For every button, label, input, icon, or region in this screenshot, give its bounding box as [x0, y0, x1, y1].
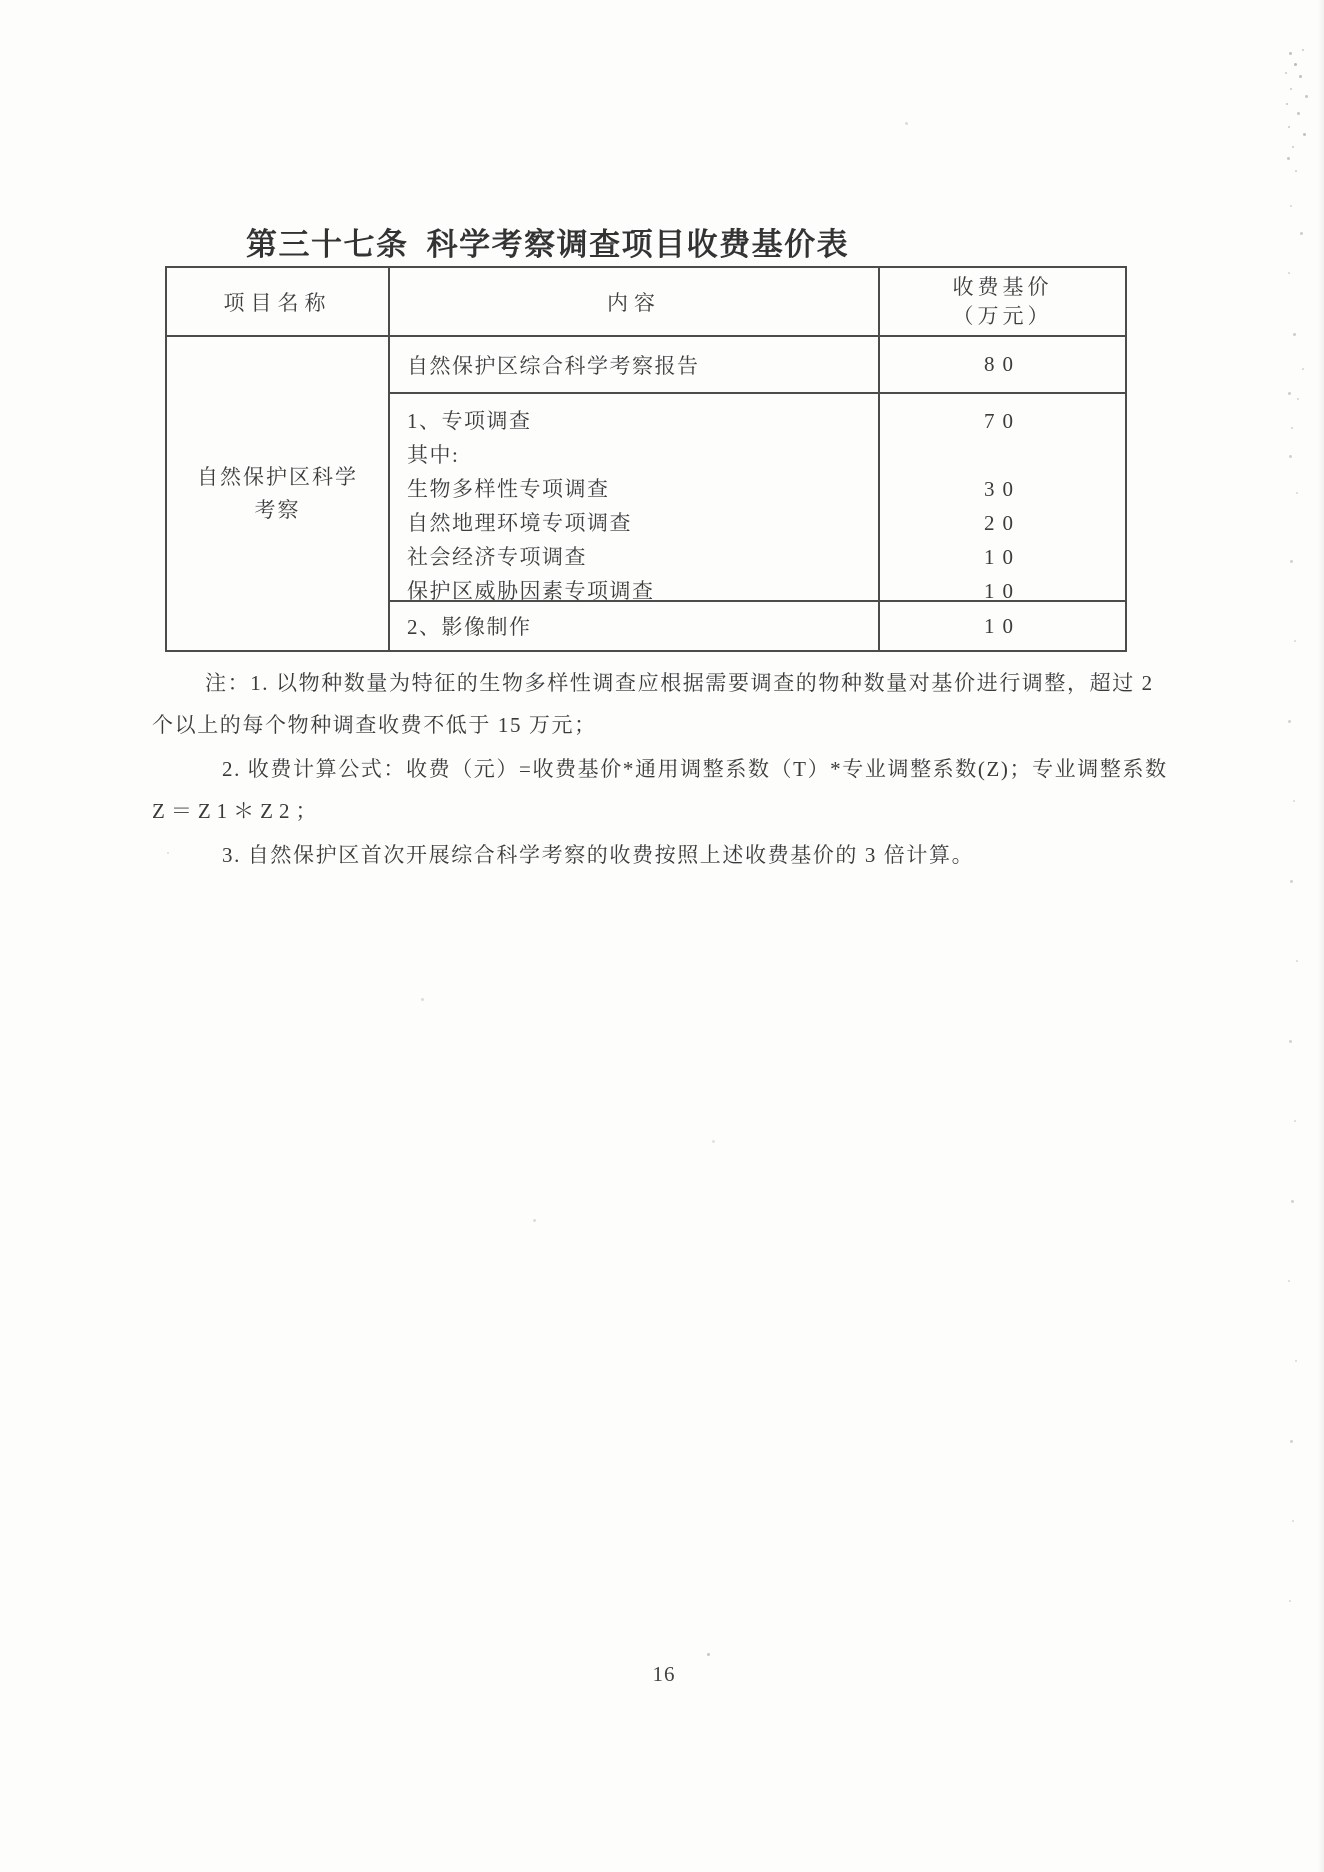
- special-survey-fee: 70: [984, 409, 1021, 433]
- scan-speck: [1300, 232, 1303, 235]
- note-1-line-1: 注：1. 以物种数量为特征的生物多样性调查应根据需要调查的物种数量对基价进行调整，超过 2: [205, 671, 1154, 695]
- scan-speck: [1291, 1200, 1294, 1203]
- scan-speck: [1297, 398, 1299, 400]
- scan-speck: [1292, 146, 1294, 148]
- special-survey-fee: 10: [984, 545, 1021, 569]
- scan-speck: [1302, 368, 1304, 370]
- project-name-line2: 考察: [254, 497, 301, 522]
- scan-speck: [1287, 157, 1290, 160]
- project-name-cell: [167, 337, 390, 650]
- special-survey-line: 自然地理环境专项调查: [407, 511, 632, 535]
- scan-speck: [1288, 126, 1290, 128]
- table-row-report-fee: 80: [880, 337, 1125, 394]
- fee-base-price-table: [165, 266, 1127, 652]
- scan-speck: [1289, 52, 1292, 55]
- scan-speck: [1294, 640, 1296, 642]
- scan-speck: [1288, 1280, 1290, 1282]
- scan-speck: [1305, 95, 1308, 98]
- scan-speck: [1295, 1360, 1297, 1362]
- scan-speck: [1285, 72, 1287, 74]
- column-header-fee: [880, 268, 1125, 337]
- table-row-video-content: 2、影像制作: [390, 602, 880, 650]
- scan-speck: [707, 1653, 710, 1656]
- scan-speck: [905, 122, 908, 125]
- column-header-content: 内容: [390, 268, 880, 337]
- column-header-project-name: 项目名称: [167, 268, 390, 337]
- scan-speck: [1296, 960, 1298, 962]
- note-3: 3. 自然保护区首次开展综合科学考察的收费按照上述收费基价的 3 倍计算。: [222, 843, 975, 867]
- scan-speck: [1303, 133, 1306, 136]
- scan-speck: [712, 1140, 715, 1143]
- page-number: 16: [652, 1662, 676, 1686]
- column-header-fee-line2: （万元）: [952, 303, 1053, 328]
- scan-speck: [1290, 1440, 1293, 1443]
- special-survey-fee: 20: [984, 511, 1021, 535]
- scan-speck: [1293, 333, 1296, 336]
- note-1-line-2: 个以上的每个物种调查收费不低于 15 万元；: [152, 713, 597, 737]
- special-survey-line: 1、专项调查: [407, 409, 532, 433]
- table-row-video-fee: 10: [984, 613, 1021, 638]
- scan-speck: [1302, 49, 1304, 51]
- note-2: [152, 748, 1172, 832]
- scan-speck: [533, 1219, 536, 1222]
- scan-speck: [1288, 720, 1291, 723]
- special-survey-line: 其中:: [407, 443, 460, 467]
- column-header-fee-line1: 收费基价: [952, 274, 1053, 299]
- note-2-line-1: 2. 收费计算公式：收费（元）=收费基价*通用调整系数（T）*专业调整系数(Z)；专业调整系数: [222, 757, 1168, 781]
- scan-speck: [1290, 88, 1292, 90]
- scan-speck: [1290, 205, 1292, 207]
- article-title: 第三十七条 科学考察调查项目收费基价表: [246, 227, 850, 262]
- scan-speck: [1299, 75, 1302, 78]
- scan-speck: [1289, 1600, 1291, 1602]
- note-2-line-2: Z＝Z1＊Z2；: [152, 799, 323, 823]
- scan-speck: [1288, 272, 1290, 274]
- scan-speck: [1290, 880, 1293, 883]
- scan-speck: [1288, 392, 1291, 395]
- scan-speck: [1296, 492, 1298, 494]
- scan-speck: [1290, 560, 1293, 563]
- scan-speck: [1294, 63, 1297, 66]
- special-survey-line: 保护区威胁因素专项调查: [407, 579, 655, 603]
- special-survey-fee: 10: [984, 579, 1021, 603]
- scan-speck: [1292, 1520, 1294, 1522]
- scan-speck: [421, 998, 424, 1001]
- note-1: [152, 662, 1172, 746]
- scan-speck: [1294, 1120, 1296, 1122]
- scan-speck: [1297, 112, 1300, 115]
- project-name-line1: 自然保护区科学: [197, 464, 358, 489]
- special-survey-fee: [880, 438, 1125, 472]
- table-row-special-surveys-content: [390, 394, 880, 602]
- scan-speck: [1289, 1040, 1292, 1043]
- scan-speck: [1293, 800, 1295, 802]
- special-survey-line: 社会经济专项调查: [407, 545, 587, 569]
- scan-speck: [1289, 455, 1292, 458]
- table-row-special-surveys-fees: [880, 394, 1125, 602]
- table-row-report-content: 自然保护区综合科学考察报告: [390, 337, 880, 394]
- scan-speck: [1286, 103, 1288, 105]
- special-survey-line: 生物多样性专项调查: [407, 477, 610, 501]
- scan-speck: [1291, 427, 1293, 429]
- special-survey-fee: 30: [984, 477, 1021, 501]
- scan-speck: [1295, 170, 1297, 172]
